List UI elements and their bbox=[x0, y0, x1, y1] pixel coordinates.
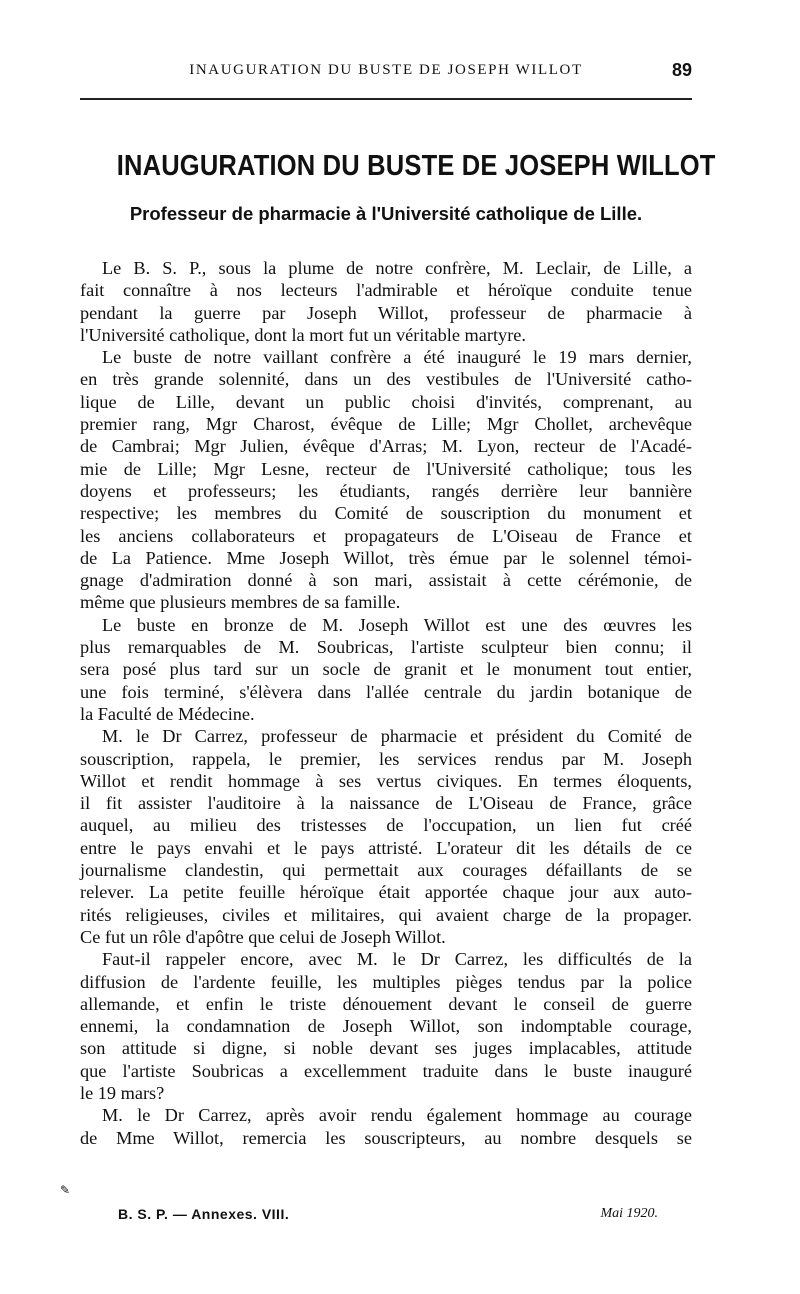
body-line: allemande, et enfin le triste dénouement devant le conseil de guerre bbox=[80, 993, 692, 1014]
body-line: il fit assister l'auditoire à la naissance de L'Oiseau de France, grâce bbox=[80, 793, 692, 814]
body-line: fait connaître à nos lecteurs l'admirable et héroïque conduite tenue bbox=[80, 280, 692, 301]
body-line: diffusion de l'ardente feuille, les multiples pièges tendus par la police bbox=[80, 971, 692, 992]
body-line: de Mme Willot, remercia les souscripteurs, au nombre desquels se bbox=[80, 1127, 692, 1148]
footer-journal-reference: B. S. P. — Annexes. VIII. bbox=[118, 1206, 290, 1222]
article-body bbox=[80, 257, 692, 1149]
body-line: sera posé plus tard sur un socle de granit et le monument tout entier, bbox=[80, 659, 692, 680]
page-footer bbox=[118, 1206, 658, 1230]
body-line: de Cambrai; Mgr Julien, évêque d'Arras; M. Lyon, recteur de l'Acadé- bbox=[80, 436, 692, 457]
footer-date: Mai 1920. bbox=[600, 1206, 658, 1221]
header-rule bbox=[80, 98, 692, 100]
body-line: son attitude si digne, si noble devant ses juges implacables, attitude bbox=[80, 1038, 692, 1059]
body-line: l'Université catholique, dont la mort fut un véritable martyre. bbox=[80, 324, 526, 345]
article-subtitle: Professeur de pharmacie à l'Université catholique de Lille. bbox=[129, 203, 643, 224]
body-line: les anciens collaborateurs et propagateurs de L'Oiseau de France et bbox=[80, 525, 692, 546]
body-line: Ce fut un rôle d'apôtre que celui de Joseph Willot. bbox=[80, 926, 446, 947]
body-line: mie de Lille; Mgr Lesne, recteur de l'Université catholique; tous les bbox=[80, 458, 692, 479]
body-line: lique de Lille, devant un public choisi d'invités, comprenant, au bbox=[80, 391, 692, 412]
body-line: Willot et rendit hommage à ses vertus civiques. En termes éloquents, bbox=[80, 770, 692, 791]
body-line: ennemi, la condamnation de Joseph Willot, son indomptable courage, bbox=[80, 1016, 692, 1037]
body-line: Faut-il rappeler encore, avec M. le Dr Carrez, les difficultés de la bbox=[102, 949, 692, 970]
margin-mark: ✎ bbox=[60, 1183, 71, 1197]
body-line: M. le Dr Carrez, après avoir rendu également hommage au courage bbox=[102, 1105, 692, 1126]
body-line: une fois terminé, s'élèvera dans l'allée centrale du jardin botanique de bbox=[80, 681, 692, 702]
body-line: respective; les membres du Comité de souscription du monument et bbox=[80, 503, 692, 524]
body-line: premier rang, Mgr Charost, évêque de Lille; Mgr Chollet, archevêque bbox=[80, 414, 692, 435]
running-title: INAUGURATION DU BUSTE DE JOSEPH WILLOT bbox=[189, 62, 583, 78]
body-line: le 19 mars? bbox=[80, 1082, 165, 1103]
body-line: journalisme clandestin, qui permettait aux courages défaillants de se bbox=[80, 860, 692, 881]
body-line: Le B. S. P., sous la plume de notre confrère, M. Leclair, de Lille, a bbox=[102, 258, 692, 278]
body-line: Le buste en bronze de M. Joseph Willot est une des œuvres les bbox=[102, 614, 692, 635]
running-header bbox=[80, 60, 692, 90]
body-line: en très grande solennité, dans un des vestibules de l'Université catho- bbox=[80, 369, 692, 390]
article-title: INAUGURATION DU BUSTE DE JOSEPH WILLOT bbox=[116, 150, 716, 182]
body-line: Le buste de notre vaillant confrère a été inauguré le 19 mars dernier, bbox=[102, 347, 692, 368]
body-line: que l'artiste Soubricas a excellemment traduite dans le buste inauguré bbox=[80, 1060, 692, 1081]
body-line: doyens et professeurs; les étudiants, rangés derrière leur bannière bbox=[80, 480, 692, 501]
page-number: 89 bbox=[671, 60, 692, 80]
body-line: la Faculté de Médecine. bbox=[80, 703, 255, 724]
body-line: même que plusieurs membres de sa famille. bbox=[80, 592, 401, 613]
body-line: pendant la guerre par Joseph Willot, professeur de pharmacie à bbox=[80, 302, 692, 323]
body-line: M. le Dr Carrez, professeur de pharmacie et président du Comité de bbox=[102, 726, 692, 747]
body-line: rités religieuses, civiles et militaires, qui avaient charge de la propager. bbox=[80, 904, 692, 925]
body-line: auquel, au milieu des tristesses de l'occupation, un lien fut créé bbox=[80, 815, 692, 836]
body-line: entre le pays envahi et le pays attristé. L'orateur dit les détails de ce bbox=[80, 837, 692, 858]
body-line: plus remarquables de M. Soubricas, l'artiste sculpteur bien connu; il bbox=[80, 637, 692, 658]
body-line: de La Patience. Mme Joseph Willot, très émue par le solennel témoi- bbox=[80, 547, 692, 568]
body-line: gnage d'admiration donné à son mari, assistait à cette cérémonie, de bbox=[80, 570, 692, 591]
body-line: souscription, rappela, le premier, les services rendus par M. Joseph bbox=[80, 748, 692, 769]
body-line: relever. La petite feuille héroïque était apportée chaque jour aux auto- bbox=[80, 882, 692, 903]
